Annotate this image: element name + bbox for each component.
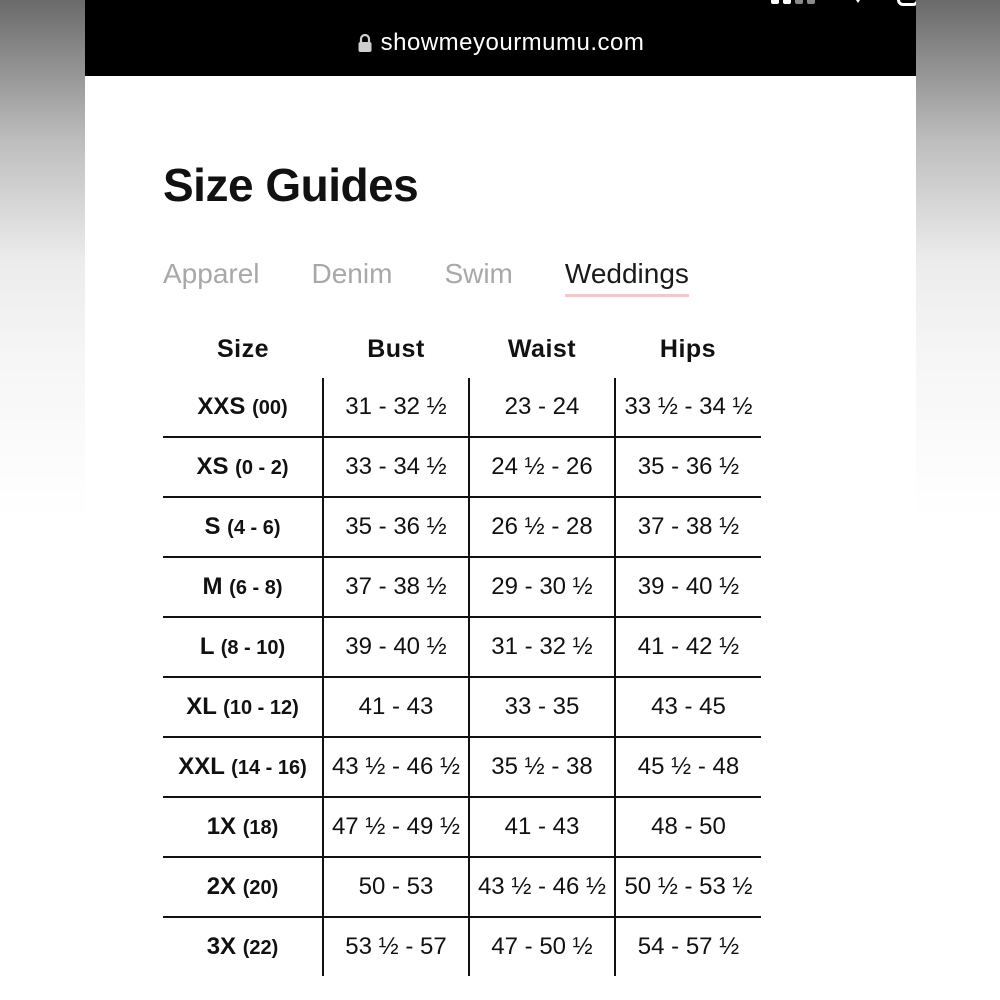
table-row	[163, 617, 761, 677]
table-row	[163, 917, 761, 976]
cellular-signal-icon	[771, 0, 815, 4]
waist-cell: 26 ½ - 28	[469, 497, 615, 557]
size-cell	[163, 797, 323, 857]
size-number: (6 - 8)	[229, 577, 283, 599]
size-label: XL	[186, 693, 217, 720]
size-chart-table	[163, 320, 761, 976]
size-label: XS	[196, 453, 229, 480]
tab-swim[interactable]: Swim	[444, 258, 513, 289]
size-number: (8 - 10)	[220, 637, 286, 659]
size-label: XXS	[197, 393, 246, 420]
size-number: (4 - 6)	[227, 517, 281, 539]
bust-cell: 33 - 34 ½	[323, 437, 469, 497]
size-cell	[163, 378, 323, 437]
waist-cell: 33 - 35	[469, 677, 615, 737]
hips-cell: 45 ½ - 48	[615, 737, 761, 797]
table-row	[163, 557, 761, 617]
browser-top-bar	[85, 0, 916, 76]
waist-cell: 31 - 32 ½	[469, 617, 615, 677]
size-cell	[163, 857, 323, 917]
phone-screen	[85, 0, 916, 1000]
table-row	[163, 378, 761, 437]
size-number: (18)	[242, 817, 279, 839]
address-bar[interactable]	[85, 26, 916, 60]
wifi-icon	[850, 0, 866, 4]
bust-cell: 43 ½ - 46 ½	[323, 737, 469, 797]
bust-cell: 39 - 40 ½	[323, 617, 469, 677]
url-text: showmeyourmumu.com	[380, 29, 645, 56]
hips-cell: 43 - 45	[615, 677, 761, 737]
waist-cell: 41 - 43	[469, 797, 615, 857]
table-row	[163, 737, 761, 797]
waist-cell: 23 - 24	[469, 378, 615, 437]
page-title: Size Guides	[163, 159, 419, 211]
hips-cell: 33 ½ - 34 ½	[615, 378, 761, 437]
waist-cell: 24 ½ - 26	[469, 437, 615, 497]
hips-cell: 54 - 57 ½	[637, 933, 740, 960]
waist-cell: 29 - 30 ½	[469, 557, 615, 617]
size-label: L	[199, 633, 215, 660]
header-size: Size	[216, 334, 270, 363]
hips-cell: 48 - 50	[615, 797, 761, 857]
size-cell	[163, 617, 323, 677]
size-cell	[163, 737, 323, 797]
size-cell	[163, 437, 323, 497]
hips-cell: 50 ½ - 53 ½	[615, 857, 761, 917]
size-number: (20)	[242, 877, 279, 899]
size-label: M	[202, 573, 223, 600]
table-row	[163, 797, 761, 857]
tab-weddings[interactable]: Weddings	[565, 258, 689, 297]
header-waist: Waist	[507, 334, 577, 363]
table-row	[163, 437, 761, 497]
hips-cell: 41 - 42 ½	[615, 617, 761, 677]
table-row	[163, 857, 761, 917]
size-cell	[163, 497, 323, 557]
table-body	[163, 378, 761, 976]
waist-cell: 35 ½ - 38	[469, 737, 615, 797]
bust-cell: 37 - 38 ½	[323, 557, 469, 617]
size-number: (00)	[252, 397, 288, 419]
waist-cell: 43 ½ - 46 ½	[469, 857, 615, 917]
size-cell	[163, 557, 323, 617]
size-label: XXL	[178, 753, 225, 780]
size-label: 2X	[206, 873, 237, 900]
size-number: (0 - 2)	[235, 457, 289, 479]
size-label: S	[204, 513, 221, 540]
table-header-row	[163, 320, 761, 378]
table-row	[163, 677, 761, 737]
size-label: 3X	[206, 933, 237, 960]
bust-cell: 50 - 53	[323, 857, 469, 917]
hips-cell: 37 - 38 ½	[615, 497, 761, 557]
size-number: (14 - 16)	[231, 757, 307, 779]
size-cell	[163, 677, 323, 737]
lock-icon	[357, 33, 373, 53]
size-label: 1X	[206, 813, 237, 840]
waist-cell: 47 - 50 ½	[469, 917, 615, 976]
bust-cell: 35 - 36 ½	[323, 497, 469, 557]
size-number: (10 - 12)	[223, 697, 299, 719]
bust-cell: 31 - 32 ½	[323, 378, 469, 437]
size-guide-tabs	[163, 258, 689, 298]
size-number: (22)	[242, 937, 279, 959]
bust-cell: 53 ½ - 57	[323, 917, 469, 976]
header-hips: Hips	[659, 334, 717, 363]
tab-apparel[interactable]: Apparel	[163, 258, 260, 289]
header-bust: Bust	[367, 334, 425, 363]
tab-denim[interactable]: Denim	[311, 258, 393, 289]
battery-icon	[897, 0, 916, 6]
hips-cell: 35 - 36 ½	[615, 437, 761, 497]
hips-cell: 39 - 40 ½	[615, 557, 761, 617]
bust-cell: 47 ½ - 49 ½	[323, 797, 469, 857]
bust-cell: 41 - 43	[323, 677, 469, 737]
size-cell	[163, 917, 323, 976]
table-row	[163, 497, 761, 557]
